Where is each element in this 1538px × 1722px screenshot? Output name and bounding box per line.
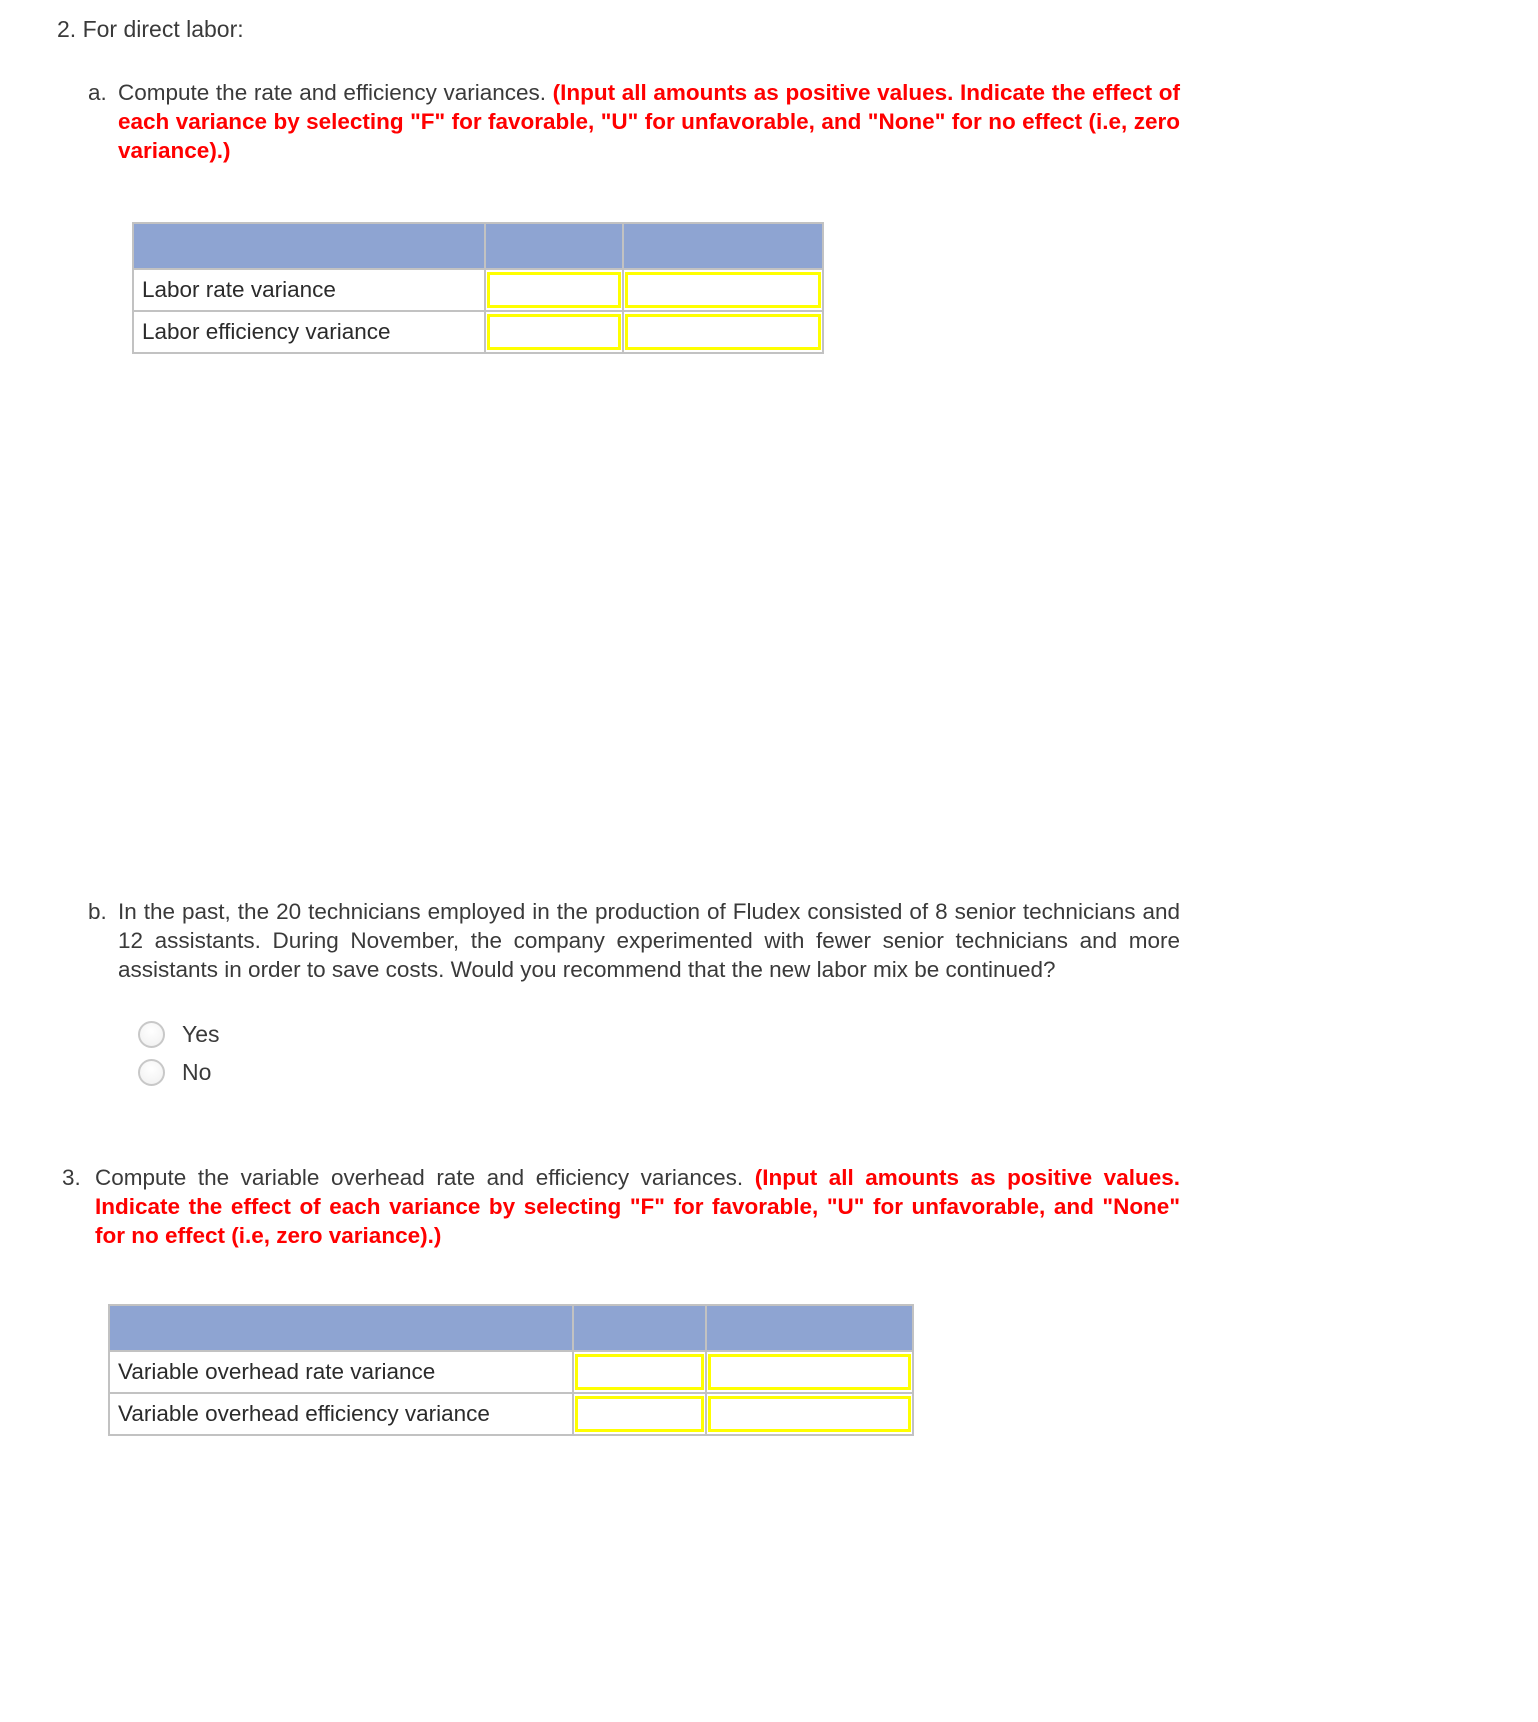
labor-efficiency-amount-cell bbox=[485, 311, 623, 353]
overhead-rate-variance-label: Variable overhead rate variance bbox=[109, 1351, 573, 1393]
part-a-instruction: (Input all amounts as positive values. Indicate the effect of each variance by selecting "F" for favorable, "U" for unfavorable, and "None" for no effect (i.e, zero variance).) bbox=[118, 80, 1180, 163]
labor-table-header-row bbox=[133, 223, 823, 269]
labor-header-blank-label bbox=[133, 223, 485, 269]
part-b-text: In the past, the 20 technicians employed in the production of Fludex consisted of 8 senior technicians and 12 assistants. During November, the company experimented with fewer senior technicians and more assistants in order to save costs. Would you recommend that the new labor mix be continued? bbox=[118, 899, 1180, 982]
part-a-label: a. bbox=[88, 80, 107, 105]
labor-rate-effect-cell bbox=[623, 269, 823, 311]
part-a-text bbox=[118, 78, 1180, 165]
overhead-header-blank-label bbox=[109, 1305, 573, 1351]
question-3-text-plain: Compute the variable overhead rate and efficiency variances. bbox=[95, 1165, 755, 1190]
overhead-efficiency-effect-select[interactable] bbox=[708, 1396, 911, 1432]
part-a-text-plain: Compute the rate and efficiency variances. bbox=[118, 80, 553, 105]
radio-button-icon[interactable] bbox=[138, 1059, 165, 1086]
overhead-efficiency-amount-cell bbox=[573, 1393, 706, 1435]
variable-overhead-variance-table bbox=[108, 1304, 914, 1436]
overhead-rate-amount-input[interactable] bbox=[575, 1354, 704, 1390]
labor-header-blank-amount bbox=[485, 223, 623, 269]
table-row bbox=[109, 1393, 913, 1435]
overhead-header-blank-effect bbox=[706, 1305, 913, 1351]
question-2-number: 2. bbox=[57, 16, 77, 42]
labor-rate-variance-label: Labor rate variance bbox=[133, 269, 485, 311]
labor-variance-table bbox=[132, 222, 824, 354]
overhead-efficiency-variance-label: Variable overhead efficiency variance bbox=[109, 1393, 573, 1435]
radio-option-yes-label: Yes bbox=[182, 1021, 220, 1047]
question-2-heading bbox=[57, 16, 244, 43]
overhead-efficiency-effect-cell bbox=[706, 1393, 913, 1435]
question-3-instruction: (Input all amounts as positive values. Indicate the effect of each variance by selecting "F" for favorable, "U" for unfavorable, and "None" for no effect (i.e, zero variance).) bbox=[95, 1165, 1180, 1248]
table-row bbox=[133, 311, 823, 353]
question-3-number: 3. bbox=[62, 1165, 81, 1190]
question-2-title: For direct labor: bbox=[82, 16, 244, 42]
question-3-paragraph bbox=[62, 1163, 1180, 1250]
overhead-rate-effect-select[interactable] bbox=[708, 1354, 911, 1390]
overhead-efficiency-amount-input[interactable] bbox=[575, 1396, 704, 1432]
overhead-rate-amount-cell bbox=[573, 1351, 706, 1393]
table-row bbox=[133, 269, 823, 311]
labor-rate-amount-cell bbox=[485, 269, 623, 311]
part-b-paragraph bbox=[88, 897, 1180, 984]
labor-mix-radio-group bbox=[138, 1021, 220, 1086]
radio-option-yes[interactable] bbox=[138, 1021, 220, 1048]
labor-efficiency-effect-cell bbox=[623, 311, 823, 353]
question-3-text bbox=[95, 1163, 1180, 1250]
overhead-rate-effect-cell bbox=[706, 1351, 913, 1393]
labor-efficiency-variance-label: Labor efficiency variance bbox=[133, 311, 485, 353]
table-row bbox=[109, 1351, 913, 1393]
radio-option-no[interactable] bbox=[138, 1059, 220, 1086]
overhead-table-header-row bbox=[109, 1305, 913, 1351]
overhead-header-blank-amount bbox=[573, 1305, 706, 1351]
radio-button-icon[interactable] bbox=[138, 1021, 165, 1048]
labor-header-blank-effect bbox=[623, 223, 823, 269]
labor-rate-effect-select[interactable] bbox=[625, 272, 821, 308]
part-a-paragraph bbox=[88, 78, 1180, 165]
labor-rate-amount-input[interactable] bbox=[487, 272, 621, 308]
labor-efficiency-amount-input[interactable] bbox=[487, 314, 621, 350]
radio-option-no-label: No bbox=[182, 1059, 212, 1085]
part-b-label: b. bbox=[88, 899, 107, 924]
labor-efficiency-effect-select[interactable] bbox=[625, 314, 821, 350]
